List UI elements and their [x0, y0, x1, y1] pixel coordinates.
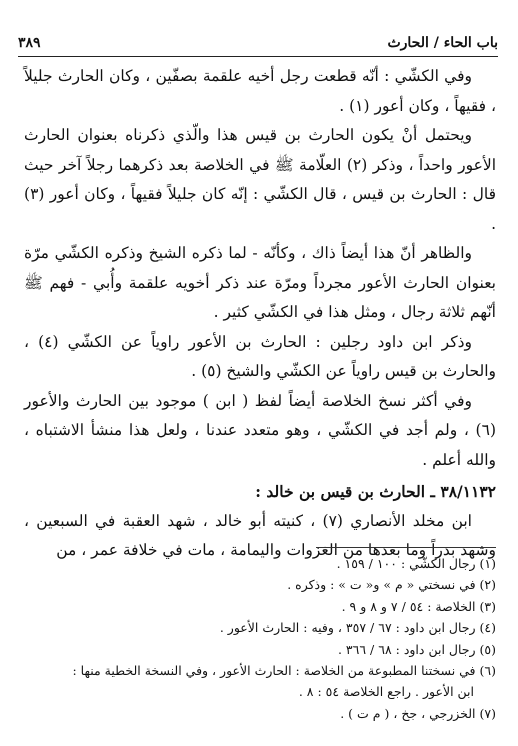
footnote: (٢) في نسختي « م » و« ت » : وذكره .: [287, 577, 496, 593]
running-header: [18, 30, 498, 57]
section-heading: ٣٨/١١٣٢ ـ الحارث بن قيس بن خالد :: [255, 482, 496, 501]
section-paragraph: ابن مخلد الأنصاري (٧) ، كنيته أبو خالد ، شهد العقبة في السبعين ، وشهد بدراً وما بعدها من الغزوات واليمامة ، مات في خلافة عمر ، من: [24, 511, 496, 559]
footnote: (١) رجال الكشّي : ١٠٠ / ١٥٩ .: [336, 556, 496, 571]
paragraph: ويحتمل أنْ يكون الحارث بن قيس هذا والّذي ذكرناه بعنوان الحارث الأعور واحداً ، وذكر (٢) العلّامة ﷺ في الخلاصة بعد ذكرهما رجلاً آخر حيث قال : الحارث بن قيس ، قال الكشّي : إنّه كان جليلاً فقيهاً ، وكان أعور (٣) .: [24, 126, 497, 233]
footnote: (٧) الخزرجي ، جخ ، ( م ت ) .: [340, 705, 496, 721]
footnote: (٥) رجال ابن داود : ٦٨ / ٣٦٦ .: [337, 641, 496, 657]
paragraph: وذكر ابن داود رجلين : الحارث بن الأعور راوياً عن الكشّي (٤) ، والحارث بن قيس راوياً عن الكشّي والشيخ (٥) .: [24, 332, 496, 380]
chapter-title: باب الحاء / الحارث: [387, 35, 498, 51]
footnote-continuation: ابن الأعور . راجع الخلاصة ٥٤ : ٨ .: [298, 684, 474, 700]
paragraph: وفي الكشّي : أنّه قطعت رجل أخيه علقمة بصفّين ، وكان الحارث جليلاً ، فقيهاً ، وكان أعور (١) .: [24, 67, 496, 115]
footnote: (٦) في نسختنا المطبوعة من الخلاصة : الحارث الأعور ، وفي النسخة الخطية منها :: [72, 663, 496, 679]
footnote: (٤) رجال ابن داود : ٦٧ / ٣٥٧ ، وفيه : الحارث الأعور .: [219, 620, 496, 636]
paragraph: وفي أكثر نسخ الخلاصة أيضاً لفظ ( ابن ) موجود بين الحارث والأعور (٦) ، ولم أجد في الكشّي ، وهو متعدد عندنا ، ولعل هذا منشأ الاشتباه ، والله أعلم .: [24, 391, 496, 469]
main-text: [24, 62, 496, 566]
page-number: ٣٨٩: [18, 35, 41, 51]
footnote-separator: [316, 547, 496, 548]
paragraph: والظاهر أنّ هذا أيضاً ذاك ، وكأنّه - لما ذكره الشيخ وذكره الكشّي مرّة بعنوان الحارث الأعور مجرداً ومرّة عند ذكر أخويه علقمة وأُبي - فهم ﷺ أنّهم ثلاثة رجال ، ومثل هذا في الكشّي كثير .: [24, 244, 496, 321]
footnotes: [24, 553, 496, 724]
footnote: (٣) الخلاصة : ٥٤ / ٧ و ٨ و ٩ .: [341, 598, 496, 614]
